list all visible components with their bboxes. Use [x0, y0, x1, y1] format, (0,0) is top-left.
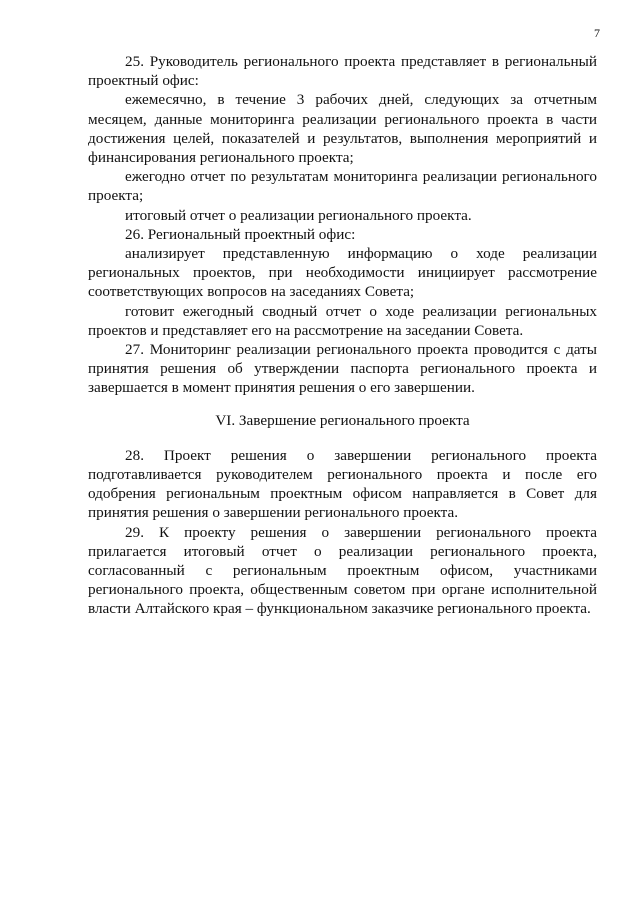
- paragraph-28: 28. Проект решения о завершении регионального проекта подготавливается руководителем регионального проекта и после его одобрения региональным проектным офисом направляется в Совет для принятия решения о завершении регионального проекта.: [88, 446, 597, 522]
- paragraph-29: 29. К проекту решения о завершении регионального проекта прилагается итоговый отчет о реализации регионального проекта, согласованный с региональным проектным офисом, участниками регионального проекта, общественным советом при органе исполнительной власти Алтайского края – функциональном заказчике регионального проекта.: [88, 523, 597, 618]
- paragraph-prepares: готовит ежегодный сводный отчет о ходе реализации региональных проектов и представляет его на рассмотрение на заседании Совета.: [88, 302, 597, 339]
- paragraph-27: 27. Мониторинг реализации регионального проекта проводится с даты принятия решения об утверждении паспорта регионального проекта и завершается в момент принятия решения о его завершении.: [88, 341, 597, 397]
- paragraph-26: 26. Региональный проектный офис:: [125, 225, 356, 243]
- paragraph-analyzes: анализирует представленную информацию о ходе реализации региональных проектов, при необходимости инициирует рассмотрение соответствующих вопросов на заседаниях Совета;: [88, 245, 597, 301]
- paragraph-final-report: итоговый отчет о реализации регионального проекта.: [125, 206, 472, 224]
- paragraph-25: 25. Руководитель регионального проекта представляет в региональный проектный офис:: [88, 53, 597, 90]
- document-body: [88, 52, 597, 619]
- paragraph-annual-report: ежегодно отчет по результатам мониторинга реализации регионального проекта;: [88, 168, 597, 205]
- page-number: 7: [594, 26, 600, 40]
- section-heading: VI. Завершение регионального проекта: [215, 411, 470, 429]
- paragraph-monthly-report: ежемесячно, в течение 3 рабочих дней, следующих за отчетным месяцем, данные мониторинга реализации регионального проекта в части достижения целей, показателей и результатов, выполнения мероприятий и финансирования регионального проекта;: [88, 91, 597, 167]
